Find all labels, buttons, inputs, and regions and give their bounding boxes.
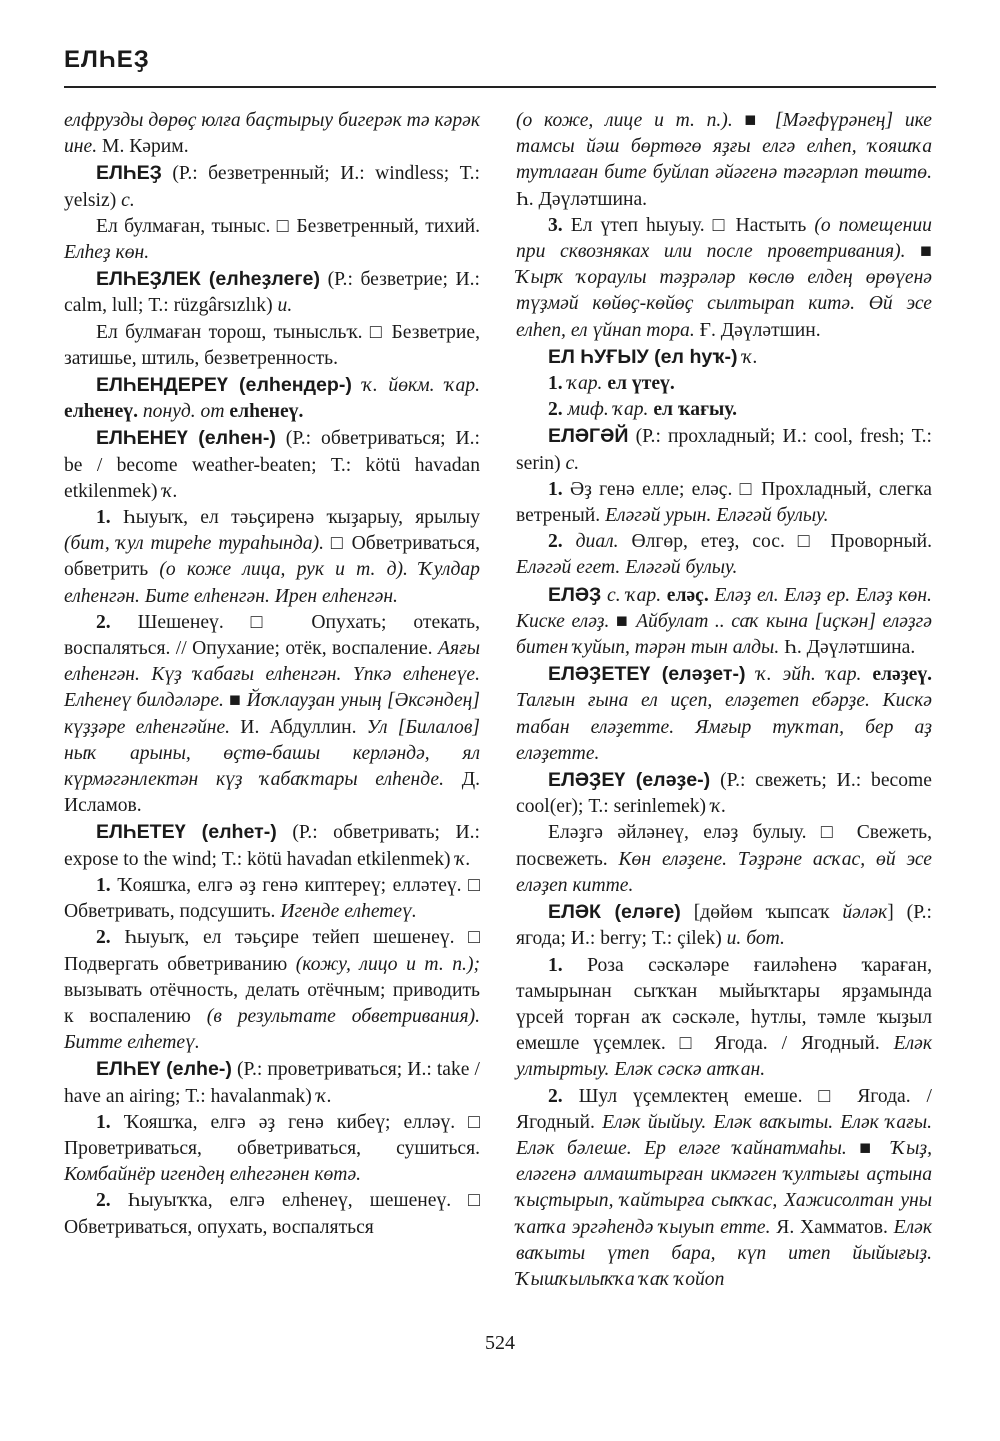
entry-paragraph [64,160,480,213]
entry-paragraph [516,213,932,344]
italic-text: Айбулат .. саҡ кына [иҫкән] еләҙгә битен ҡуйып, тәрән тын алды. [516,610,932,659]
italic-text: Еләк ултыртыу. Еләк сәскә атҡан. [516,1033,932,1081]
italic-text: Игенде елһетеү. [280,901,417,923]
text-run: ] (Р.: ягода; И.: berry; Т.: çilek) [516,902,932,950]
text-run: (Р.: прохладный; И.: cool, fresh; Т.: serin) [516,426,932,474]
entry-paragraph [64,214,480,266]
bold-text: 2. [548,1085,563,1107]
entry-paragraph [516,1084,932,1294]
page-header: ЕЛҺЕҘ [64,46,150,73]
bold-text: еләҙеү. [872,664,933,686]
text-run: ■ [905,241,933,263]
italic-text: йәләк [842,902,888,924]
italic-text: (кожу, лицо и т. п.); [295,953,480,975]
text-run: Өлгөр, етеҙ, сос. □ Проворный. [618,531,932,553]
entry-paragraph [64,266,480,319]
entry-paragraph [64,320,480,372]
bold-text: ел ҡағыу. [653,399,738,421]
italic-text: (о помещении при сквозняках или после проветривания). [516,214,932,263]
entry-paragraph [516,344,932,371]
headword: ЕЛӘҘЕҮ (еләҙе-) [548,769,711,792]
headword: ЕЛҺЕҘ [96,162,162,185]
text-run: Ел булмаған торош, тынысльҡ. □ Безветрие, затишье, штиль, безветренность. [64,321,480,369]
bold-text: 1. [96,507,111,529]
text-run: Ҡояшҡа, елгә әҙ генә кибеү; елләү. □ Проветриваться, обветриваться, сушиться. [64,1111,480,1159]
italic-text: ҡ. [316,1085,332,1107]
text-run: И. Абдуллин. [230,716,367,738]
italic-text: Еләк йыйыу. Еләк ваҡыты. Еләк ҡағы. Еләк бәлеше. Ер еләге ҡайнатмаһы. [516,1111,932,1159]
headword: ЕЛӘҘ [548,583,602,606]
entry-paragraph [64,108,480,160]
italic-text: Талғын ғына ел иҫеп, еләҙетеп ебәрҙе. Кискә табан еләҙетте. Ямғыр туҡтап, бер аҙ еләҙетте. [516,690,932,764]
entry-paragraph [64,873,480,925]
italic-text: Еләгәй урын. Еләгәй булыу. [605,505,829,527]
bold-text: 1. [96,874,111,896]
italic-text: Еләгәй егет. Еләгәй булыу. [516,557,738,579]
entry-paragraph [64,505,480,610]
italic-text: елфрузды дөрөҫ юлға баҫтырыу бигерәк тә кәрәк ине. [64,110,480,158]
italic-text: миф. ҡар. [567,399,649,421]
entry-paragraph [516,477,932,529]
text-run: Я. Хамматов. [770,1216,894,1238]
text-run: Ел үтеп һыуыу. □ Настыть [562,214,815,236]
text-run: □ Обветриваться, обветрить [64,533,480,581]
italic-text: Елһеҙ көн. [64,242,150,264]
entry-paragraph [64,610,480,820]
text-run: Ғ. Дәүләтшин. [694,319,821,341]
left-column [64,108,480,1241]
italic-text: (о коже, лице и т. п.). [516,110,733,131]
italic-text: с. ҡар. [607,584,662,606]
text-run: (Р.: обветриваться; И.: be / become weather-beaten; Т.: kötü havadan etkilenmek) [64,428,480,502]
headword: ЕЛҺЕНДЕРЕҮ (елһендер-) [96,374,352,397]
italic-text: ҡ. йөкм. ҡар. [362,375,480,397]
headword: ЕЛҺЕҘЛЕК (елһеҙлеге) [96,268,320,291]
entry-paragraph [64,925,480,1056]
entry-paragraph [516,423,932,476]
bold-text: елһенеү. [64,401,138,423]
entry-paragraph [516,767,932,820]
bold-text: 1. [548,478,563,500]
bold-text: 2. [548,531,563,553]
text-run: М. Кәрим. [97,136,189,158]
bold-text: 3. [548,214,563,236]
italic-text: ҡ. [710,796,727,818]
text-run: Һ. Дәүләтшина. [516,188,648,210]
bold-text: 1. [96,1111,111,1133]
italic-text: (бит, ҡул тиреһе тураһында). [64,533,325,555]
italic-text: ҡ. [162,480,178,502]
italic-text: Еләҙ ел. Еләҙ ер. Еләҙ көн. Киске еләҙ. [516,584,932,632]
entry-paragraph [516,371,932,397]
text-run: (Р.: проветриваться; И.: take / have an airing; Т.: havalanmak) [64,1059,480,1107]
italic-text: диал. [575,531,619,553]
italic-text: Ҡыҙ, еләгенә алмаштырған икмәген ҡултығы аҫтына ҡыҫтырып, ҡайтырға сыҡҡас, Хажисолтан уны ҡапҡа эргәһендә ҡыуып етте. [516,1137,932,1238]
header-rule [64,86,936,88]
italic-text: [Мәғфүрәнең] ике тамсы йәш бөртөгө яҙғы елгә елһеп, ҡояшҡа тутлаған бите буйлап әйәгенә тәгәрләп төштө. [516,110,933,184]
text-run: Роза сәскәләре ғаиләһенә ҡараған, тамырынан сыҡҡан мыйыҡтары ярҙамында үрсей торған аҡ сәскәле, һутлы, тәмле ҡыҙыл емешле үҫемлек. □ Ягода. / Ягодный. [516,954,932,1055]
italic-text: Көн еләҙене. Тәҙрәне асҡас, өй эсе еләҙеп китте. [516,848,932,896]
text-run: Һыуыҡ, ел тәьҫире тейеп шешенеү. □ Подвергать обветриванию [64,927,480,975]
text-run: ■ [609,610,637,632]
entry-paragraph [516,582,932,662]
headword: ЕЛӘГӘЙ [548,425,629,448]
entry-paragraph [516,953,932,1084]
italic-text: (о коже лица, рук и т. д). Ҡулдар елһенгән. Бите елһенгән. Ирен елһенгән. [64,559,480,607]
text-run [861,664,872,685]
text-run: (Р.: обветривать; И.: expose to the wind; Т.: kötü havadan etkilenmek) [64,822,481,870]
headword: ЕЛ ҺУҒЫУ (ел һуҡ-) [548,345,738,368]
entry-paragraph [64,425,480,505]
italic-text: Ҡырҡ ҡораулы тәҙрәләр көслө елдең өрөүенә түҙмәй көйөҫ-көйөҫ сылтырап китә. Өй эсе елһеп, ел үйнап тора. [516,267,932,341]
italic-text: ҡ. эйһ. ҡар. [756,664,862,686]
entry-paragraph [64,1056,480,1109]
italic-text: Ул [Билалов] ныҡ арыны, өҫтө-башы керләндә, ял күрмәгәнлектән күҙ ҡабаҡтары елһенде. [64,716,480,791]
italic-text: (в результате обветривания). Битте елһетеү. [64,1005,481,1054]
italic-text: Йоҡлауҙан уның [Әксәндең] күҙҙәре елһенгәйне. [64,690,480,738]
text-run: Әҙ генә елле; eләҫ. □ Прохладный, слегка ветреный. [516,478,932,527]
italic-text: понуд. от [142,401,225,423]
bold-text: 1. [548,954,563,976]
headword: ЕЛҺЕҮ (елһе-) [96,1058,232,1081]
bold-text: еләҫ. [666,584,709,606]
text-run: ■ [846,1137,892,1159]
headword: ЕЛӘК (еләге) [548,901,681,924]
entry-paragraph [64,372,480,425]
text-run: (Р.: свежеть; И.: become cool(er); Т.: serinlemek) [516,770,932,818]
text-run [563,531,576,552]
italic-text: с. [121,189,135,211]
text-run: Ҡояшҡа, елгә әҙ генә киптереү; елләтеү. □ Обветривать, подсушить. [64,874,480,923]
italic-text: ҡ. [742,346,758,368]
entry-paragraph [516,661,932,767]
text-run: (Р.: безветрие; И.: calm, lull; Т.: rüzgârsızlık) [64,269,480,317]
italic-text: ҡ. [455,848,471,870]
text-run: Һ. Дәүләтшина. [779,637,916,659]
entry-paragraph [516,108,932,213]
bold-text: 2. [96,1190,111,1212]
text-run: Ел булмаған, тыныс. □ Безветренный, тихий. [96,215,480,237]
italic-text: Еләк ваҡыты үтеп бара, күп итеп йыйығыҙ. Ҡышҡылыҡҡа ҡаҡ ҡойоп [516,1216,932,1290]
entry-paragraph [64,1188,480,1240]
text-run: Еләҙгә әйләнеү, еләҙ булыу. □ Свежеть, посвежеть. [516,822,932,870]
right-column [516,108,932,1293]
entry-paragraph [64,1110,480,1189]
italic-text: с. [565,452,580,474]
entry-paragraph [516,820,932,899]
entry-paragraph [516,529,932,581]
text-run [746,664,757,685]
text-run: Һыуыҡҡа, елгә елһенеү, шешенеү. □ Обветриваться, опухать, воспаляться [64,1190,480,1238]
text-run: вызывать отёчность, делать отёчным; приводить к воспалению [64,979,480,1027]
text-run [352,375,363,396]
bold-text: 1. [548,373,563,395]
entry-paragraph [516,899,932,952]
headword: ЕЛҺЕНЕҮ (елһен-) [96,427,276,450]
bold-text: 2. [96,927,111,949]
text-run: Д. Исламов. [64,769,480,817]
text-run: (Р.: безветренный; И.: windless; Т.: yelsiz) [64,163,480,211]
text-run: ■ [732,110,775,131]
bold-text: 2. [96,611,111,633]
italic-text: и. бот. [726,928,785,950]
entry-paragraph [516,397,932,423]
bold-text: елһенеү. [229,401,304,423]
italic-text: Комбайнёр игендең елһегәнен көтә. [64,1164,362,1186]
page-number: 524 [485,1332,515,1354]
entry-paragraph [64,819,480,872]
italic-text: и. [277,295,293,317]
bold-text: 2. [548,399,563,421]
italic-text: ҡар. [567,373,603,395]
headword: ЕЛӘҘЕТЕҮ (еләҙет-) [548,663,746,686]
text-run: Һыуыҡ, ел тәьҫиренә ҡыҙарыу, ярылыу [110,507,480,529]
text-run: Шешенеү. □ Опухать; отекать, воспаляться. // Опухание; отёк, воспаление. [64,611,480,660]
headword: ЕЛҺЕТЕҮ (елһет-) [96,821,277,844]
bold-text: ел үтеү. [607,373,675,395]
text-run: Шул үҫемлектең емеше. □ Ягода. / Ягодный. [516,1085,932,1133]
text-run: ■ [223,690,247,712]
italic-text: Аяғы елһенгән. Күҙ ҡабағы елһенгән. Үпкә елһенеүе. Елһенеү билдәләре. [64,638,480,712]
text-run: [дөйөм ҡыпсаҡ [680,902,843,924]
